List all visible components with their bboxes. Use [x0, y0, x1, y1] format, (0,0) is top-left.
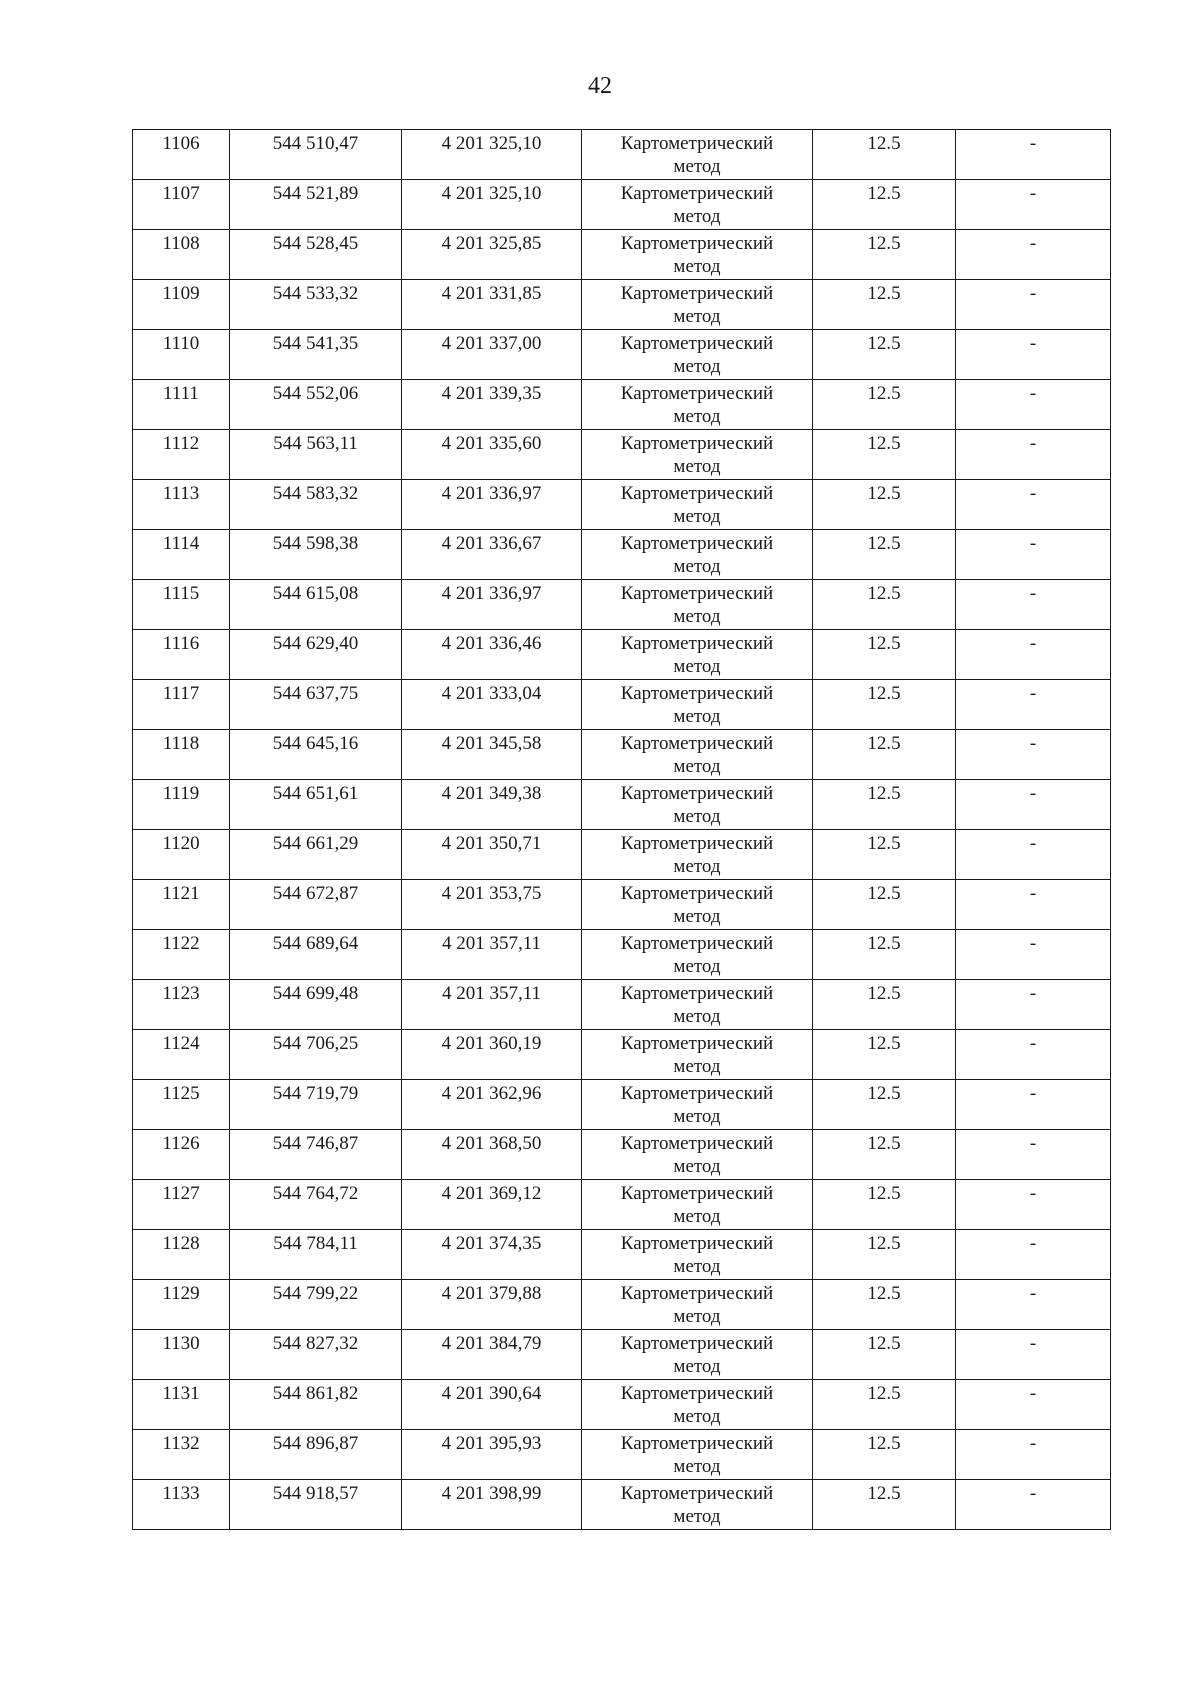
method-label-line2: метод: [673, 1256, 721, 1277]
y-coordinate-cell: 4 201 360,19: [402, 1030, 582, 1080]
method-label-line2: метод: [673, 406, 721, 427]
method-label-line2: метод: [673, 806, 721, 827]
method-cell: [582, 1380, 813, 1430]
x-coordinate-cell: 544 719,79: [230, 1080, 402, 1130]
accuracy-cell: 12.5: [813, 1030, 956, 1080]
point-number-cell: 1109: [133, 280, 230, 330]
accuracy-cell: 12.5: [813, 330, 956, 380]
point-number-cell: 1129: [133, 1280, 230, 1330]
x-coordinate-cell: 544 510,47: [230, 130, 402, 180]
description-cell: -: [956, 1480, 1111, 1530]
method-label-line2: метод: [673, 706, 721, 727]
y-coordinate-cell: 4 201 336,97: [402, 480, 582, 530]
accuracy-cell: 12.5: [813, 580, 956, 630]
y-coordinate-cell: 4 201 369,12: [402, 1180, 582, 1230]
method-cell: [582, 930, 813, 980]
method-label-line1: Картометрический: [620, 733, 774, 754]
method-label-line1: Картометрический: [620, 1283, 774, 1304]
point-number-cell: 1115: [133, 580, 230, 630]
description-cell: -: [956, 380, 1111, 430]
table-row: [133, 1380, 1111, 1430]
description-cell: -: [956, 680, 1111, 730]
method-cell: [582, 330, 813, 380]
method-label-line1: Картометрический: [620, 483, 774, 504]
description-cell: -: [956, 1230, 1111, 1280]
description-cell: -: [956, 230, 1111, 280]
description-cell: -: [956, 1180, 1111, 1230]
accuracy-cell: 12.5: [813, 1330, 956, 1380]
accuracy-cell: 12.5: [813, 430, 956, 480]
method-cell: [582, 1180, 813, 1230]
point-number-cell: 1118: [133, 730, 230, 780]
accuracy-cell: 12.5: [813, 180, 956, 230]
y-coordinate-cell: 4 201 333,04: [402, 680, 582, 730]
method-cell: [582, 580, 813, 630]
method-label-line1: Картометрический: [620, 283, 774, 304]
method-label-line1: Картометрический: [620, 233, 774, 254]
description-cell: -: [956, 880, 1111, 930]
table-row: [133, 930, 1111, 980]
y-coordinate-cell: 4 201 345,58: [402, 730, 582, 780]
description-cell: -: [956, 630, 1111, 680]
x-coordinate-cell: 544 563,11: [230, 430, 402, 480]
method-label-line1: Картометрический: [620, 583, 774, 604]
method-label-line1: Картометрический: [620, 1083, 774, 1104]
x-coordinate-cell: 544 533,32: [230, 280, 402, 330]
point-number-cell: 1106: [133, 130, 230, 180]
method-cell: [582, 280, 813, 330]
y-coordinate-cell: 4 201 339,35: [402, 380, 582, 430]
method-cell: [582, 1330, 813, 1380]
method-label-line2: метод: [673, 1106, 721, 1127]
point-number-cell: 1123: [133, 980, 230, 1030]
table-row: [133, 380, 1111, 430]
table-row: [133, 1330, 1111, 1380]
table-row: [133, 980, 1111, 1030]
point-number-cell: 1121: [133, 880, 230, 930]
y-coordinate-cell: 4 201 362,96: [402, 1080, 582, 1130]
point-number-cell: 1116: [133, 630, 230, 680]
method-label-line1: Картометрический: [620, 683, 774, 704]
table-row: [133, 280, 1111, 330]
description-cell: -: [956, 1280, 1111, 1330]
method-cell: [582, 880, 813, 930]
table-row: [133, 180, 1111, 230]
accuracy-cell: 12.5: [813, 1130, 956, 1180]
point-number-cell: 1124: [133, 1030, 230, 1080]
method-label-line2: метод: [673, 956, 721, 977]
method-label-line2: метод: [673, 156, 721, 177]
method-cell: [582, 430, 813, 480]
accuracy-cell: 12.5: [813, 1280, 956, 1330]
point-number-cell: 1125: [133, 1080, 230, 1130]
x-coordinate-cell: 544 552,06: [230, 380, 402, 430]
method-cell: [582, 830, 813, 880]
point-number-cell: 1112: [133, 430, 230, 480]
x-coordinate-cell: 544 764,72: [230, 1180, 402, 1230]
method-cell: [582, 1130, 813, 1180]
method-label-line2: метод: [673, 1056, 721, 1077]
method-label-line2: метод: [673, 256, 721, 277]
accuracy-cell: 12.5: [813, 530, 956, 580]
accuracy-cell: 12.5: [813, 630, 956, 680]
table-row: [133, 530, 1111, 580]
method-label-line2: метод: [673, 556, 721, 577]
x-coordinate-cell: 544 629,40: [230, 630, 402, 680]
method-label-line1: Картометрический: [620, 833, 774, 854]
x-coordinate-cell: 544 645,16: [230, 730, 402, 780]
method-label-line1: Картометрический: [620, 333, 774, 354]
accuracy-cell: 12.5: [813, 230, 956, 280]
table-row: [133, 1230, 1111, 1280]
y-coordinate-cell: 4 201 325,10: [402, 180, 582, 230]
point-number-cell: 1133: [133, 1480, 230, 1530]
method-label-line2: метод: [673, 906, 721, 927]
x-coordinate-cell: 544 541,35: [230, 330, 402, 380]
method-label-line1: Картометрический: [620, 383, 774, 404]
method-label-line1: Картометрический: [620, 133, 774, 154]
method-label-line2: метод: [673, 206, 721, 227]
point-number-cell: 1108: [133, 230, 230, 280]
table-row: [133, 1280, 1111, 1330]
method-label-line2: метод: [673, 1206, 721, 1227]
table-row: [133, 880, 1111, 930]
table-row: [133, 830, 1111, 880]
method-cell: [582, 680, 813, 730]
x-coordinate-cell: 544 615,08: [230, 580, 402, 630]
description-cell: -: [956, 330, 1111, 380]
x-coordinate-cell: 544 896,87: [230, 1430, 402, 1480]
method-cell: [582, 130, 813, 180]
y-coordinate-cell: 4 201 384,79: [402, 1330, 582, 1380]
x-coordinate-cell: 544 861,82: [230, 1380, 402, 1430]
table-row: [133, 780, 1111, 830]
description-cell: -: [956, 1380, 1111, 1430]
method-cell: [582, 1230, 813, 1280]
table-row: [133, 630, 1111, 680]
table-row: [133, 480, 1111, 530]
y-coordinate-cell: 4 201 398,99: [402, 1480, 582, 1530]
point-number-cell: 1111: [133, 380, 230, 430]
x-coordinate-cell: 544 528,45: [230, 230, 402, 280]
x-coordinate-cell: 544 651,61: [230, 780, 402, 830]
method-label-line1: Картометрический: [620, 1133, 774, 1154]
x-coordinate-cell: 544 799,22: [230, 1280, 402, 1330]
method-label-line1: Картометрический: [620, 1033, 774, 1054]
method-label-line1: Картометрический: [620, 1183, 774, 1204]
method-cell: [582, 530, 813, 580]
point-number-cell: 1122: [133, 930, 230, 980]
table-row: [133, 1430, 1111, 1480]
method-label-line2: метод: [673, 606, 721, 627]
method-cell: [582, 1430, 813, 1480]
x-coordinate-cell: 544 672,87: [230, 880, 402, 930]
method-cell: [582, 1480, 813, 1530]
coordinates-table: [132, 129, 1111, 1530]
method-label-line1: Картометрический: [620, 983, 774, 1004]
accuracy-cell: 12.5: [813, 880, 956, 930]
point-number-cell: 1117: [133, 680, 230, 730]
point-number-cell: 1132: [133, 1430, 230, 1480]
description-cell: -: [956, 480, 1111, 530]
accuracy-cell: 12.5: [813, 1380, 956, 1430]
method-label-line2: метод: [673, 1506, 721, 1527]
description-cell: -: [956, 980, 1111, 1030]
method-label-line2: метод: [673, 306, 721, 327]
accuracy-cell: 12.5: [813, 380, 956, 430]
method-label-line1: Картометрический: [620, 783, 774, 804]
table-row: [133, 1030, 1111, 1080]
description-cell: -: [956, 580, 1111, 630]
description-cell: -: [956, 780, 1111, 830]
table-row: [133, 330, 1111, 380]
point-number-cell: 1131: [133, 1380, 230, 1430]
y-coordinate-cell: 4 201 337,00: [402, 330, 582, 380]
method-label-line2: метод: [673, 456, 721, 477]
method-label-line1: Картометрический: [620, 1233, 774, 1254]
method-cell: [582, 980, 813, 1030]
method-label-line2: метод: [673, 356, 721, 377]
point-number-cell: 1114: [133, 530, 230, 580]
y-coordinate-cell: 4 201 368,50: [402, 1130, 582, 1180]
accuracy-cell: 12.5: [813, 930, 956, 980]
method-label-line2: метод: [673, 1456, 721, 1477]
accuracy-cell: 12.5: [813, 130, 956, 180]
method-label-line2: метод: [673, 1006, 721, 1027]
table-row: [133, 1180, 1111, 1230]
method-cell: [582, 380, 813, 430]
description-cell: -: [956, 930, 1111, 980]
y-coordinate-cell: 4 201 390,64: [402, 1380, 582, 1430]
table-row: [133, 1080, 1111, 1130]
point-number-cell: 1119: [133, 780, 230, 830]
table-row: [133, 430, 1111, 480]
method-cell: [582, 1030, 813, 1080]
description-cell: -: [956, 180, 1111, 230]
description-cell: -: [956, 1130, 1111, 1180]
accuracy-cell: 12.5: [813, 1180, 956, 1230]
y-coordinate-cell: 4 201 336,97: [402, 580, 582, 630]
table-row: [133, 1480, 1111, 1530]
y-coordinate-cell: 4 201 331,85: [402, 280, 582, 330]
table-row: [133, 230, 1111, 280]
point-number-cell: 1107: [133, 180, 230, 230]
x-coordinate-cell: 544 918,57: [230, 1480, 402, 1530]
description-cell: -: [956, 430, 1111, 480]
method-cell: [582, 180, 813, 230]
y-coordinate-cell: 4 201 325,85: [402, 230, 582, 280]
point-number-cell: 1128: [133, 1230, 230, 1280]
accuracy-cell: 12.5: [813, 730, 956, 780]
description-cell: -: [956, 830, 1111, 880]
method-cell: [582, 780, 813, 830]
x-coordinate-cell: 544 699,48: [230, 980, 402, 1030]
method-label-line2: метод: [673, 1406, 721, 1427]
method-label-line2: метод: [673, 506, 721, 527]
y-coordinate-cell: 4 201 357,11: [402, 930, 582, 980]
table-row: [133, 580, 1111, 630]
method-label-line1: Картометрический: [620, 533, 774, 554]
x-coordinate-cell: 544 706,25: [230, 1030, 402, 1080]
method-cell: [582, 1080, 813, 1130]
method-label-line2: метод: [673, 756, 721, 777]
coordinates-table-body: [133, 130, 1111, 1530]
method-label-line2: метод: [673, 856, 721, 877]
description-cell: -: [956, 1030, 1111, 1080]
method-label-line1: Картометрический: [620, 1433, 774, 1454]
method-label-line2: метод: [673, 1306, 721, 1327]
method-label-line1: Картометрический: [620, 1383, 774, 1404]
method-label-line1: Картометрический: [620, 933, 774, 954]
accuracy-cell: 12.5: [813, 680, 956, 730]
x-coordinate-cell: 544 784,11: [230, 1230, 402, 1280]
description-cell: -: [956, 280, 1111, 330]
description-cell: -: [956, 1430, 1111, 1480]
y-coordinate-cell: 4 201 325,10: [402, 130, 582, 180]
method-cell: [582, 230, 813, 280]
point-number-cell: 1130: [133, 1330, 230, 1380]
y-coordinate-cell: 4 201 336,46: [402, 630, 582, 680]
x-coordinate-cell: 544 661,29: [230, 830, 402, 880]
table-row: [133, 730, 1111, 780]
method-label-line1: Картометрический: [620, 633, 774, 654]
method-label-line1: Картометрический: [620, 1483, 774, 1504]
description-cell: -: [956, 730, 1111, 780]
description-cell: -: [956, 1330, 1111, 1380]
point-number-cell: 1126: [133, 1130, 230, 1180]
method-label-line2: метод: [673, 656, 721, 677]
y-coordinate-cell: 4 201 349,38: [402, 780, 582, 830]
method-label-line1: Картометрический: [620, 1333, 774, 1354]
accuracy-cell: 12.5: [813, 280, 956, 330]
accuracy-cell: 12.5: [813, 780, 956, 830]
point-number-cell: 1127: [133, 1180, 230, 1230]
accuracy-cell: 12.5: [813, 1430, 956, 1480]
y-coordinate-cell: 4 201 395,93: [402, 1430, 582, 1480]
x-coordinate-cell: 544 521,89: [230, 180, 402, 230]
accuracy-cell: 12.5: [813, 480, 956, 530]
page-number: 42: [588, 73, 612, 99]
x-coordinate-cell: 544 598,38: [230, 530, 402, 580]
accuracy-cell: 12.5: [813, 830, 956, 880]
y-coordinate-cell: 4 201 357,11: [402, 980, 582, 1030]
table-row: [133, 130, 1111, 180]
method-cell: [582, 630, 813, 680]
method-cell: [582, 480, 813, 530]
method-label-line2: метод: [673, 1356, 721, 1377]
point-number-cell: 1120: [133, 830, 230, 880]
x-coordinate-cell: 544 689,64: [230, 930, 402, 980]
table-row: [133, 680, 1111, 730]
accuracy-cell: 12.5: [813, 980, 956, 1030]
description-cell: -: [956, 530, 1111, 580]
description-cell: -: [956, 130, 1111, 180]
table-row: [133, 1130, 1111, 1180]
x-coordinate-cell: 544 583,32: [230, 480, 402, 530]
point-number-cell: 1113: [133, 480, 230, 530]
method-label-line1: Картометрический: [620, 883, 774, 904]
x-coordinate-cell: 544 746,87: [230, 1130, 402, 1180]
x-coordinate-cell: 544 827,32: [230, 1330, 402, 1380]
method-label-line1: Картометрический: [620, 183, 774, 204]
description-cell: -: [956, 1080, 1111, 1130]
accuracy-cell: 12.5: [813, 1080, 956, 1130]
method-label-line1: Картометрический: [620, 433, 774, 454]
method-cell: [582, 730, 813, 780]
point-number-cell: 1110: [133, 330, 230, 380]
accuracy-cell: 12.5: [813, 1230, 956, 1280]
x-coordinate-cell: 544 637,75: [230, 680, 402, 730]
y-coordinate-cell: 4 201 374,35: [402, 1230, 582, 1280]
y-coordinate-cell: 4 201 336,67: [402, 530, 582, 580]
method-cell: [582, 1280, 813, 1330]
accuracy-cell: 12.5: [813, 1480, 956, 1530]
y-coordinate-cell: 4 201 353,75: [402, 880, 582, 930]
y-coordinate-cell: 4 201 335,60: [402, 430, 582, 480]
y-coordinate-cell: 4 201 350,71: [402, 830, 582, 880]
y-coordinate-cell: 4 201 379,88: [402, 1280, 582, 1330]
method-label-line2: метод: [673, 1156, 721, 1177]
